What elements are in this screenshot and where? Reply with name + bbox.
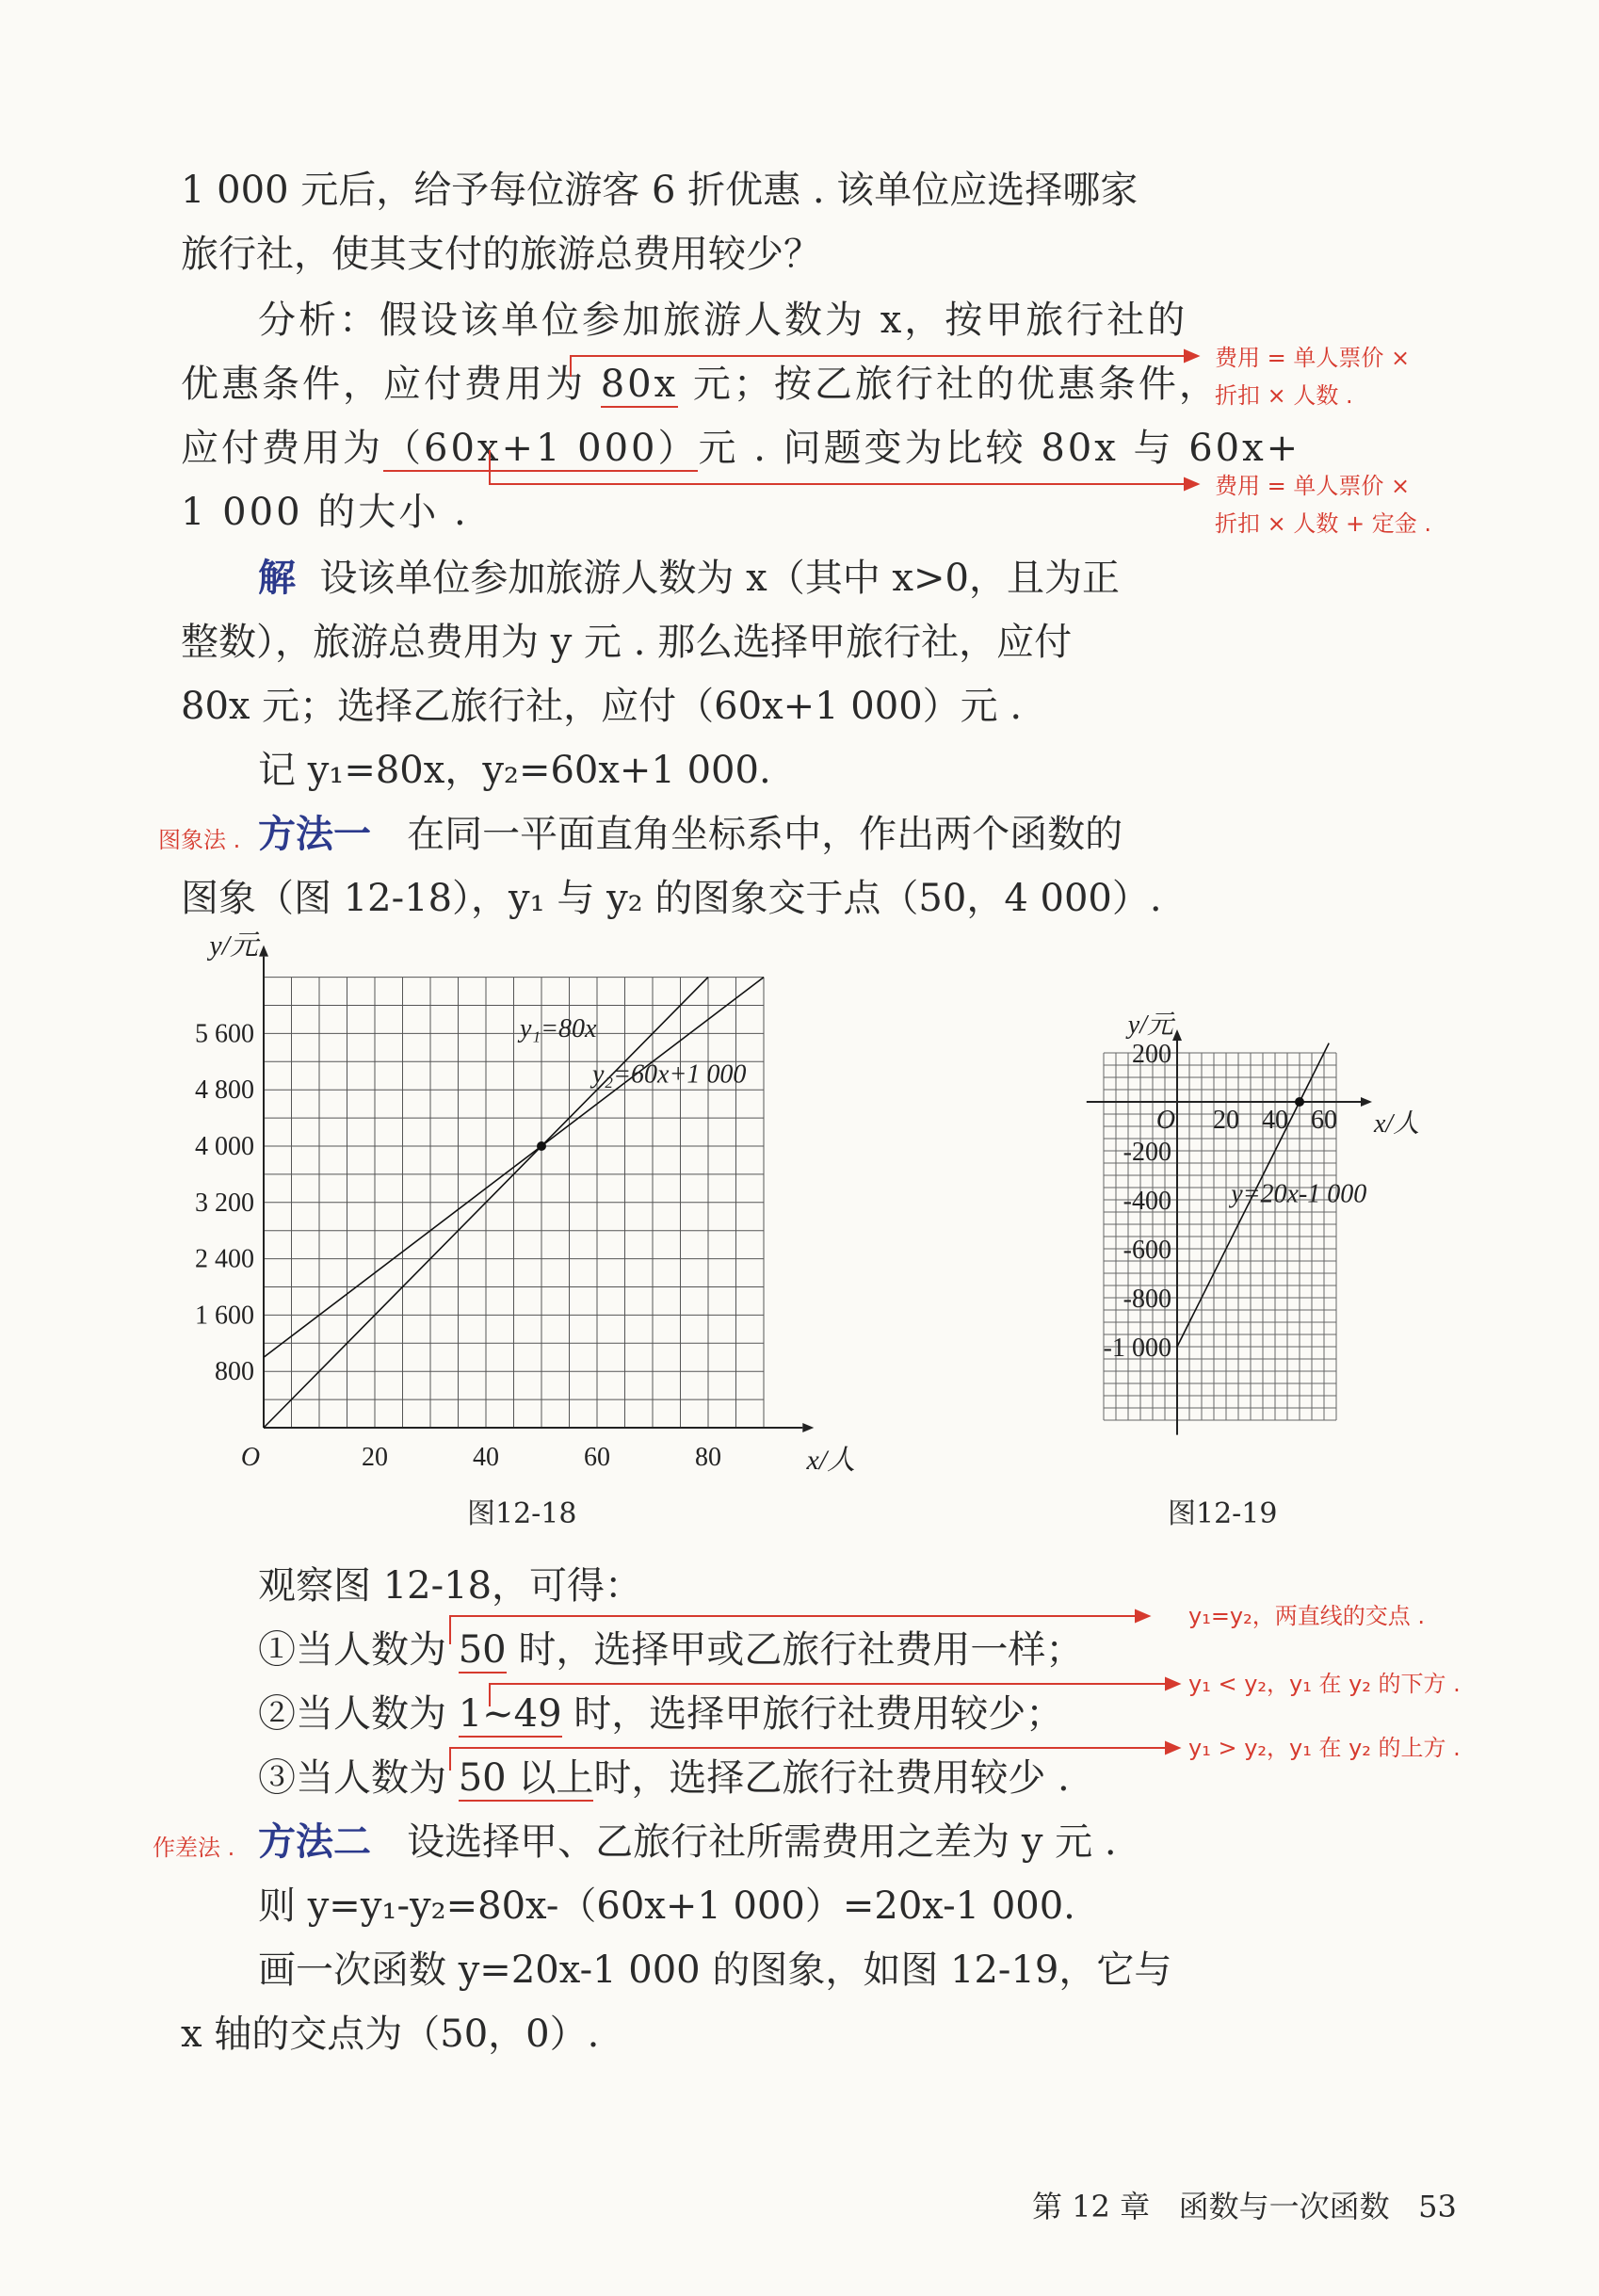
x-tick-label: 60: [1311, 1106, 1337, 1135]
y-tick-label: 4 800: [195, 1075, 254, 1106]
arrow-note-1: [571, 356, 1187, 377]
series-label-2: y₂=60x+1 000: [592, 1059, 747, 1090]
axes: [1087, 1029, 1372, 1435]
arrowhead: [1166, 1678, 1179, 1690]
note-equal: y₁=y₂，两直线的交点 .: [1188, 1603, 1426, 1629]
underlined-term: 50: [458, 1628, 507, 1672]
series-label: y=20x-1 000: [1231, 1179, 1367, 1209]
y-tick-label: -800: [1123, 1285, 1171, 1314]
analysis-line: 1 000 的大小 .: [181, 491, 469, 534]
analysis-text: 优惠条件，应付费用为: [181, 363, 601, 406]
y-tick-label: -400: [1123, 1187, 1171, 1216]
method2-line: [258, 1810, 1117, 1874]
side-note-graph: 图象法 .: [158, 827, 241, 853]
note-cost-1b: 折扣 × 人数 .: [1215, 382, 1353, 409]
method2-line: 则 y=y₁-y₂=80x-（60x+1 000）=20x-1 000.: [258, 1884, 1075, 1928]
figure-caption: 图12-19: [1168, 1497, 1278, 1530]
y-tick-label: -200: [1123, 1138, 1171, 1167]
y-tick-label: 5 600: [195, 1019, 254, 1049]
analysis-text: 元 . 问题变为比较 80x 与 60x+: [698, 427, 1301, 470]
page-number: 53: [1418, 2189, 1457, 2224]
origin-label: O: [1155, 1106, 1176, 1135]
method1-line: 图象（图 12-18），y₁ 与 y₂ 的图象交于点（50，4 000）.: [181, 877, 1162, 920]
analysis-text: 应付费用为: [181, 427, 383, 470]
solution-line: 记 y₁=80x，y₂=60x+1 000.: [258, 749, 771, 792]
note-greater: y₁ > y₂，y₁ 在 y₂ 的上方 .: [1188, 1735, 1461, 1761]
x-tick-label: 80: [695, 1443, 721, 1472]
method1-text: 在同一平面直角坐标系中，作出两个函数的: [407, 813, 1123, 856]
analysis-text: 元；按乙旅行社的优惠条件，: [678, 363, 1219, 406]
y-tick-label: 800: [215, 1357, 254, 1387]
intersection-point: [537, 1141, 546, 1151]
arrowhead: [1185, 478, 1198, 490]
observe-item: [258, 1618, 1083, 1682]
x-tick-label: 60: [584, 1443, 610, 1472]
note-cost-1: 费用 = 单人票价 ×: [1215, 345, 1411, 371]
observe-intro: 观察图 12-18，可得：: [258, 1564, 643, 1608]
paragraph-line: 旅行社，使其支付的旅游总费用较少？: [181, 233, 821, 276]
observe-item: [258, 1746, 1070, 1810]
note-cost-2: 费用 = 单人票价 ×: [1215, 473, 1411, 499]
side-note-diff: 作差法 .: [153, 1835, 235, 1861]
underlined-term: （60x+1 000）: [383, 427, 699, 470]
x-tick-label: 20: [362, 1443, 388, 1472]
note-less: y₁ < y₂，y₁ 在 y₂ 的下方 .: [1188, 1671, 1461, 1697]
chapter-title: 函数与一次函数: [1178, 2189, 1390, 2224]
observe-text: ①当人数为: [258, 1628, 459, 1672]
method2-text: 设选择甲、乙旅行社所需费用之差为 y 元 .: [407, 1820, 1117, 1864]
page-footer: [1032, 2183, 1457, 2226]
y-axis-arrow: [1172, 1029, 1182, 1041]
solution-line: 80x 元；选择乙旅行社，应付（60x+1 000）元 .: [181, 685, 1023, 728]
y-tick-label: 3 200: [195, 1188, 254, 1218]
y-tick-label: -600: [1123, 1236, 1171, 1265]
underlined-term: 50 以上: [458, 1756, 594, 1800]
figure-12-19: [1017, 970, 1431, 1469]
underlined-term: 80x: [600, 363, 679, 406]
x-tick-label: 20: [1213, 1106, 1239, 1135]
x-axis-arrow: [802, 1423, 814, 1432]
arrow-note-2: [490, 450, 1187, 484]
solution-label: 解: [258, 557, 296, 600]
figure-12-18: [170, 930, 885, 1497]
series-label-1: y₁=80x: [519, 1014, 597, 1044]
note-cost-2b: 折扣 × 人数 + 定金 .: [1215, 510, 1431, 537]
observe-text: 时，选择甲或乙旅行社费用一样；: [506, 1628, 1084, 1672]
observe-text: ②当人数为: [258, 1692, 459, 1736]
y-axis-label: y/元: [1127, 1011, 1173, 1040]
observe-item: [258, 1682, 1063, 1746]
x-axis-label: x/人: [1374, 1109, 1420, 1139]
grid: [264, 978, 764, 1428]
x-axis-arrow: [1361, 1097, 1372, 1107]
x-tick-label: 40: [1262, 1106, 1288, 1135]
y-tick-label: -1 000: [1103, 1334, 1171, 1363]
arrowhead: [1136, 1610, 1149, 1622]
arrowhead: [1166, 1742, 1179, 1754]
chapter-label: 第 12 章: [1032, 2189, 1151, 2224]
observe-text: ③当人数为: [258, 1756, 459, 1800]
method2-line: 画一次函数 y=20x-1 000 的图象，如图 12-19，它与: [258, 1948, 1172, 1992]
solution-text: 设该单位参加旅游人数为 x（其中 x>0，且为正: [319, 557, 1120, 600]
observe-text: 时，选择乙旅行社费用较少 .: [593, 1756, 1070, 1800]
underlined-term: 1~49: [458, 1692, 562, 1736]
intersection-point: [1295, 1097, 1304, 1107]
arrowhead: [1185, 350, 1198, 362]
origin-label: O: [240, 1443, 261, 1472]
y-tick-label: 200: [1132, 1040, 1171, 1069]
solution-line: 整数），旅游总费用为 y 元 . 那么选择甲旅行社，应付: [181, 621, 1073, 664]
y-tick-label: 4 000: [195, 1132, 254, 1161]
x-axis-label: x/人: [806, 1445, 856, 1476]
y-tick-label: 2 400: [195, 1244, 254, 1274]
tick-labels: [195, 930, 855, 1476]
analysis-line: 分析：假设该单位参加旅游人数为 x，按甲旅行社的: [258, 299, 1188, 342]
figure-caption: 图12-18: [467, 1497, 577, 1530]
method2-line: x 轴的交点为（50，0）.: [181, 2013, 600, 2056]
paragraph-line: 1 000 元后，给予每位游客 6 折优惠 . 该单位应选择哪家: [181, 169, 1139, 212]
x-tick-label: 40: [473, 1443, 499, 1472]
method1-label: 方法一: [258, 813, 371, 856]
y-tick-label: 1 600: [195, 1301, 254, 1331]
observe-text: 时，选择甲旅行社费用较少；: [561, 1692, 1064, 1736]
method2-label: 方法二: [258, 1820, 371, 1864]
y-axis-label: y/元: [209, 930, 258, 962]
